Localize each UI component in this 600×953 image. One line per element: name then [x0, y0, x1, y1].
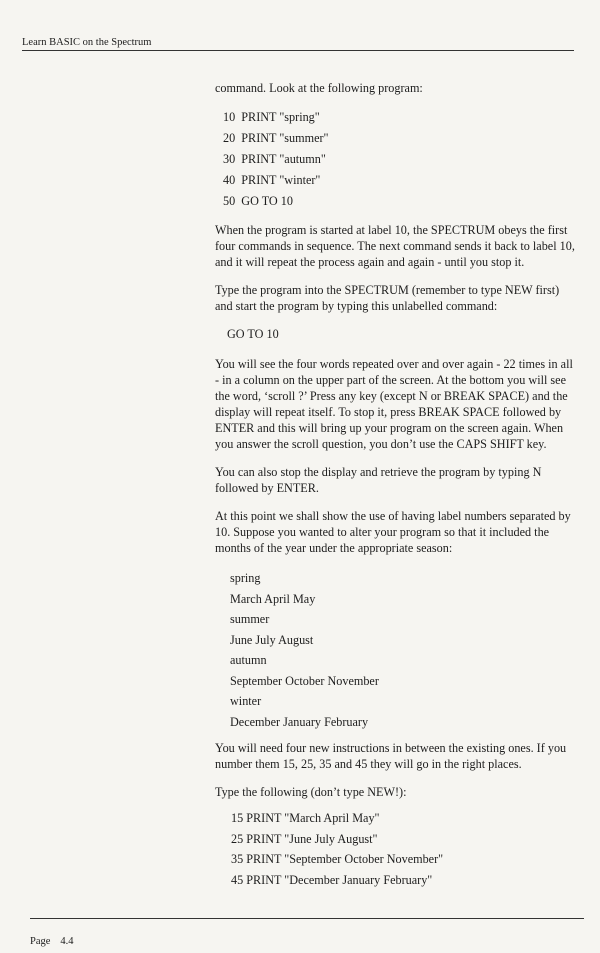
program-line: 30 PRINT "autumn"	[223, 152, 326, 166]
program-line: 25 PRINT "June July August"	[231, 831, 378, 846]
month-line: June July August	[230, 632, 314, 647]
month-line: summer	[230, 612, 270, 626]
paragraph-type-following: Type the following (don’t type NEW!):	[215, 785, 407, 799]
page-number: 4.4	[60, 936, 74, 947]
program-line: 10 PRINT "spring"	[223, 110, 320, 124]
program-listing	[223, 107, 579, 212]
program-line: 20 PRINT "summer"	[223, 131, 329, 145]
program-line: 45 PRINT "December January February"	[231, 872, 433, 887]
paragraph-scroll: You will see the four words repeated over and over again - 22 times in all - in a column on the upper part of the screen. At the bottom you will see the word, ‘scroll ?’ Press any key (except N or BREAK SPACE) and the display will repeat itself. To stop it, press BREAK SPACE followed by ENTER and this will bring up your program on the screen again. When you answer the scroll question, you don’t use the CAPS SHIFT key.	[215, 357, 573, 451]
new-program-listing	[231, 808, 579, 890]
month-line: September October November	[230, 673, 379, 688]
page-label: Page	[30, 936, 51, 947]
program-line: 40 PRINT "winter"	[223, 173, 321, 187]
paragraph-program-explained: When the program is started at label 10, the SPECTRUM obeys the first four commands in sequence. The next command sends it back to label 10, and it will repeat the process again and again - until you stop it.	[215, 223, 575, 269]
program-line: 15 PRINT "March April May"	[231, 811, 380, 825]
program-line: 35 PRINT "September October November"	[231, 852, 444, 866]
paragraph-label-numbers: At this point we shall show the use of having label numbers separated by 10. Suppose you wanted to alter your program so that it included the months of the year under the appropriate season:	[215, 509, 571, 555]
paragraph-new-instructions: You will need four new instructions in between the existing ones. If you number them 15, 25, 35 and 45 they will go in the right places.	[215, 741, 567, 771]
running-head: Learn BASIC on the Spectrum	[22, 37, 152, 48]
lead-text: command. Look at the following program:	[215, 81, 423, 95]
header-rule	[22, 50, 574, 51]
footer-rule	[30, 918, 584, 919]
page-folio	[30, 936, 74, 947]
month-line: autumn	[230, 653, 267, 667]
paragraph-type-program: Type the program into the SPECTRUM (remember to type NEW first) and start the program by typing this unlabelled command:	[215, 283, 560, 313]
month-line: winter	[230, 694, 262, 708]
page-body	[215, 80, 579, 890]
program-line: 50 GO TO 10	[223, 194, 293, 208]
month-line: spring	[230, 571, 261, 585]
months-list	[230, 568, 579, 732]
month-line: March April May	[230, 591, 316, 606]
month-line: December January February	[230, 714, 369, 729]
paragraph-stop-display: You can also stop the display and retrieve the program by typing N followed by ENTER.	[215, 465, 542, 495]
goto-command: GO TO 10	[227, 327, 279, 341]
